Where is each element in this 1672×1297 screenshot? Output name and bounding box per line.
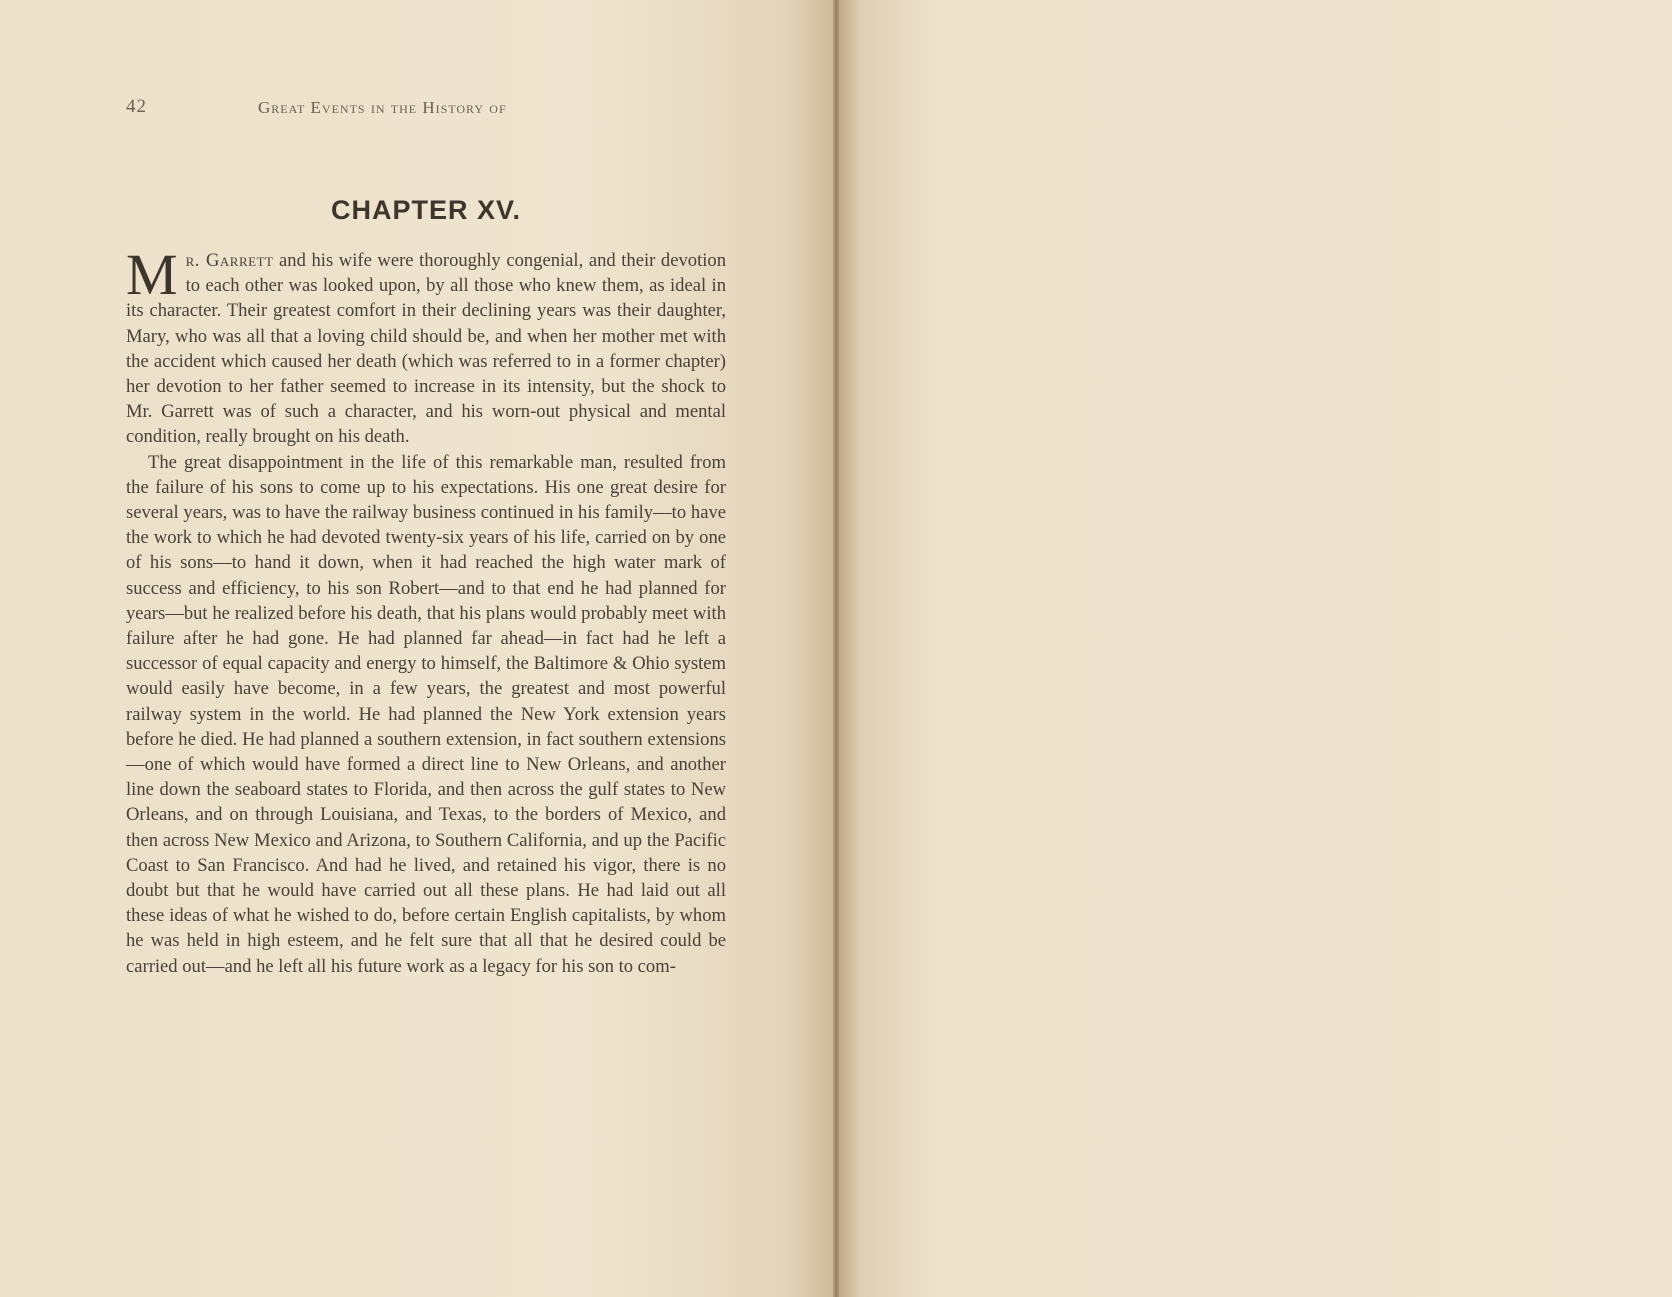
- left-text-block: [126, 242, 726, 979]
- drop-cap: M: [126, 242, 178, 307]
- lead-small-caps: r. Garrett: [185, 250, 274, 271]
- running-head-left: Great Events in the History of: [258, 98, 507, 117]
- book-gutter: [833, 0, 839, 1297]
- right-page: [836, 0, 1672, 1297]
- chapter-title: CHAPTER XV.: [330, 195, 522, 225]
- paragraph: The great disappointment in the life of this remarkable man, resulted from the failure of his sons to come up to his expectations. His one great desire for several years, was to have the railway business continued in his family—to have the work to which he had devoted twenty-six years of his life, carried on by one of his sons—to hand it down, when it had reached the high water mark of success and efficiency, to his son Robert—and to that end he had planned for years—but he realized before his death, that his plans would probably meet with failure after he had gone. He had planned far ahead—in fact had he left a successor of equal capacity and energy to himself, the Baltimore & Ohio system would easily have become, in a few years, the greatest and most powerful railway system in the world. He had planned the New York extension years before he died. He had planned a southern extension, in fact southern extensions—one of which would have formed a direct line to New Orleans, and another line down the seaboard states to Florida, and then across the gulf states to New Orleans, and on through Louisiana, and Texas, to the borders of Mexico, and then across New Mexico and Arizona, to Southern California, and up the Pacific Coast to San Francisco. And had he lived, and retained his vigor, there is no doubt but that he would have carried out all these plans. He had laid out all these ideas of what he wished to do, before certain English capitalists, by whom he was held in high esteem, and he felt sure that all that he desired could be carried out—and he left all his future work as a legacy for his son to com-: [126, 451, 726, 977]
- paragraph-text: and his wife were thoroughly congenial, and their devotion to each other was looked upon, by all those who knew them, as ideal in its character. Their greatest comfort in their declining years was their daughter, Mary, who was all that a loving child should be, and when her mother met with the accident which caused her death (which was referred to in a former chapter) her devotion to her father seemed to increase in its intensity, but the shock to Mr. Garrett was of such a character, and his worn-out physical and mental condition, really brought on his death.: [126, 250, 726, 448]
- page-number-left: 42: [126, 96, 147, 117]
- paragraph: [126, 242, 726, 450]
